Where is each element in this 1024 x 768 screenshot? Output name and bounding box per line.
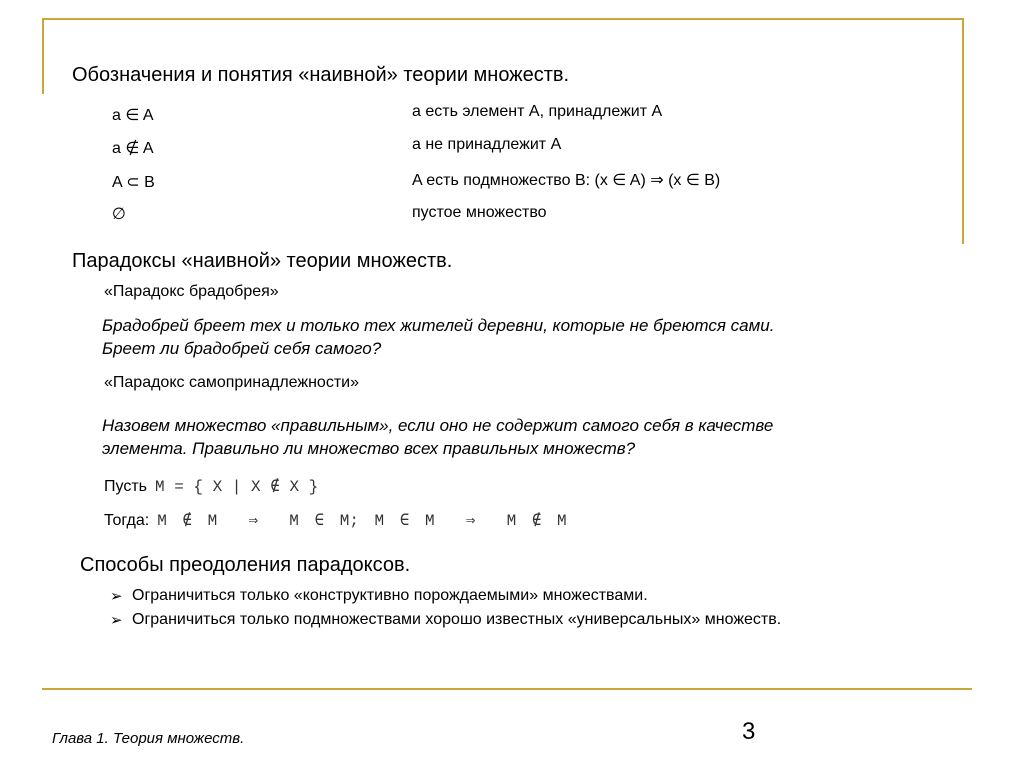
notation-symbol: ∅ <box>112 206 126 223</box>
list-item <box>110 611 781 629</box>
section-title-paradoxes: Парадоксы «наивной» теории множеств. <box>72 250 453 272</box>
list-item <box>110 587 648 605</box>
notation-meaning: a не принадлежит A <box>412 136 562 153</box>
then-formula: M ∉ M ⇒ M ∈ M; M ∈ M ⇒ M ∉ M <box>157 512 567 530</box>
barber-paradox-text <box>102 314 774 360</box>
frame-right-rule <box>962 18 964 244</box>
section-title-resolutions: Способы преодоления парадоксов. <box>80 554 411 576</box>
frame-left-rule <box>42 18 44 94</box>
chapter-label: Глава 1. Теория множеств. <box>52 730 245 747</box>
barber-paradox-title: «Парадокс брадобрея» <box>104 283 279 300</box>
notation-meaning: пустое множество <box>412 204 547 221</box>
section-title-notation: Обозначения и понятия «наивной» теории множеств. <box>72 64 570 86</box>
list-item-text: Ограничиться только «конструктивно порождаемыми» множествами. <box>132 587 648 604</box>
bullet-arrow-icon: ➢ <box>110 612 123 629</box>
self-line: элемента. Правильно ли множество всех правильных множеств? <box>102 439 636 458</box>
notation-meaning: a есть элемент A, принадлежит A <box>412 103 663 120</box>
self-line: Назовем множество «правильным», если оно не содержит самого себя в качестве <box>102 416 774 435</box>
footer-rule <box>42 688 972 690</box>
then-statement <box>104 510 567 530</box>
barber-line: Брадобрей бреет тех и только тех жителей деревни, которые не бреются сами. <box>102 316 775 335</box>
let-statement <box>104 476 318 496</box>
notation-symbol: a ∉ A <box>112 140 154 157</box>
let-formula: M = { X | X ∉ X } <box>154 478 319 496</box>
notation-meaning: A есть подмножество B: (x ∈ A) ⇒ (x ∈ B) <box>412 172 721 189</box>
bullet-arrow-icon: ➢ <box>110 588 123 605</box>
frame-top-rule <box>42 18 964 20</box>
notation-symbol: a ∈ A <box>112 107 154 124</box>
list-item-text: Ограничиться только подмножествами хорошо известных «универсальных» множеств. <box>132 611 782 628</box>
let-label: Пусть <box>104 478 147 495</box>
then-label: Тогда: <box>104 512 150 529</box>
self-membership-paradox-text <box>102 414 773 460</box>
notation-symbol: A ⊂ B <box>112 174 155 191</box>
barber-line: Бреет ли брадобрей себя самого? <box>102 339 382 358</box>
page-number: 3 <box>742 718 756 745</box>
self-membership-paradox-title: «Парадокс самопринадлежности» <box>104 374 359 391</box>
